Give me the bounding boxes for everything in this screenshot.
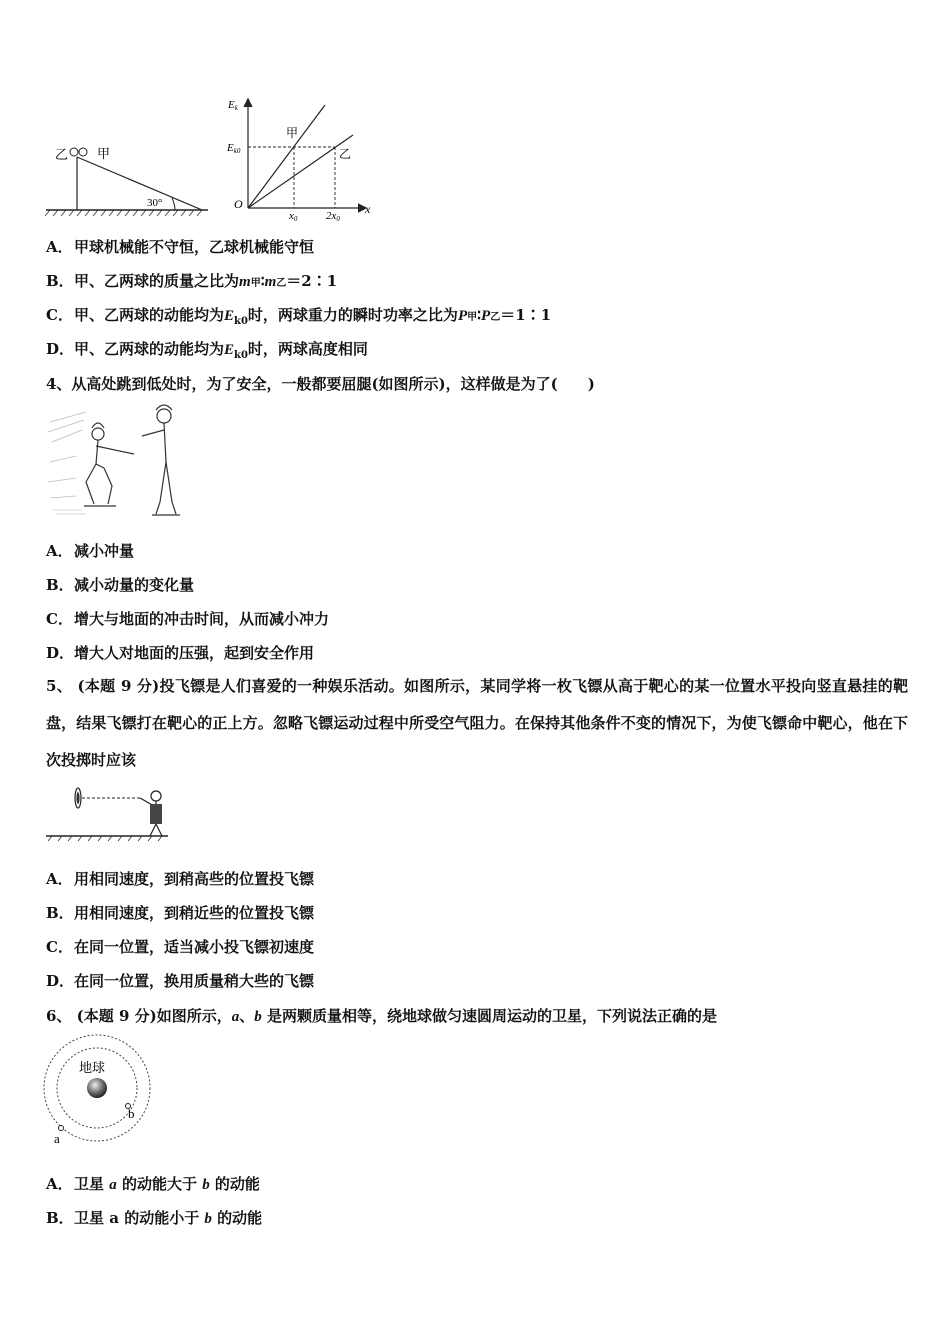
jumping-illustration — [46, 402, 196, 520]
q6-stem: 6、 (本题 9 分)如图所示，a、b 是两颗质量相等，绕地球做匀速圆周运动的卫星，下列说法正确的是 — [46, 1007, 717, 1025]
q3-option-d[interactable]: D．甲、乙两球的动能均为$E_{k0}$时，两球高度相同 — [46, 340, 368, 361]
origin-label: O — [234, 197, 243, 211]
satellite-b-label: b — [128, 1106, 135, 1121]
q4-option-a[interactable]: A．减小冲量 — [46, 542, 135, 560]
q5-option-c[interactable]: C．在同一位置，适当减小投飞镖初速度 — [46, 938, 315, 956]
earth — [87, 1078, 107, 1098]
ball-yi — [70, 148, 78, 156]
svg-text:x0: x0 — [289, 210, 298, 223]
x-axis-label: x — [365, 202, 371, 216]
svg-text:Ek: Ek — [228, 99, 238, 112]
q4-option-d[interactable]: D．增大人对地面的压强，起到安全作用 — [46, 644, 315, 662]
ball-jia-label: 甲 — [97, 146, 111, 161]
q3-option-a[interactable]: A．甲球机械能不守恒，乙球机械能守恒 — [46, 238, 315, 256]
line-jia-label: 甲 — [286, 126, 299, 140]
svg-text:2x0: 2x0 — [326, 210, 340, 223]
q5-option-d[interactable]: D．在同一位置，换用质量稍大些的飞镖 — [46, 972, 315, 990]
q4-stem: 4、从高处跳到低处时，为了安全，一般都要屈腿(如图所示)，这样做是为了( ) — [46, 375, 595, 393]
q5-option-a[interactable]: A．用相同速度，到稍高些的位置投飞镖 — [46, 870, 315, 888]
satellite-a — [59, 1126, 64, 1131]
ek-x-graph — [225, 95, 380, 223]
line-yi-label: 乙 — [339, 147, 352, 161]
line-yi — [248, 135, 353, 208]
ball-yi-label: 乙 — [55, 147, 69, 162]
q4-option-c[interactable]: C．增大与地面的冲击时间，从而减小冲力 — [46, 610, 330, 628]
q6-option-b[interactable]: B．卫星 a 的动能小于 b 的动能 — [46, 1209, 263, 1227]
ball-jia — [79, 148, 87, 156]
line-jia — [248, 105, 325, 208]
earth-label: 地球 — [79, 1060, 106, 1075]
q3-option-b[interactable]: B．甲、乙两球的质量之比为m甲∶m乙＝2∶1 — [46, 272, 338, 290]
q6-option-a[interactable]: A．卫星 a 的动能大于 b 的动能 — [46, 1175, 260, 1193]
q5-option-b[interactable]: B．用相同速度，到稍近些的位置投飞镖 — [46, 904, 315, 922]
satellite-orbit-figure — [40, 1034, 158, 1150]
svg-text:Ek0: Ek0 — [227, 142, 241, 155]
satellite-a-label: a — [54, 1131, 60, 1146]
angle-label: 30° — [147, 197, 163, 209]
dart-illustration — [44, 782, 174, 844]
q3-option-c[interactable]: C．甲、乙两球的动能均为$E_{k0}$时，两球重力的瞬时功率之比为P甲∶P乙＝1∶1 — [46, 306, 552, 327]
incline-figure — [44, 140, 214, 220]
q5-stem: 5、 (本题 9 分)投飞镖是人们喜爱的一种娱乐活动。如图所示，某同学将一枚飞镖从高于靶心的某一位置水平投向竖直悬挂的靶盘，结果飞镖打在靶心的正上方。忽略飞镖运动过程中所受空气阻力。在保持其他条件不变的情况下，为使飞镖命中靶心，他在下次投掷时应该 — [46, 677, 908, 769]
q4-option-b[interactable]: B．减小动量的变化量 — [46, 576, 195, 594]
